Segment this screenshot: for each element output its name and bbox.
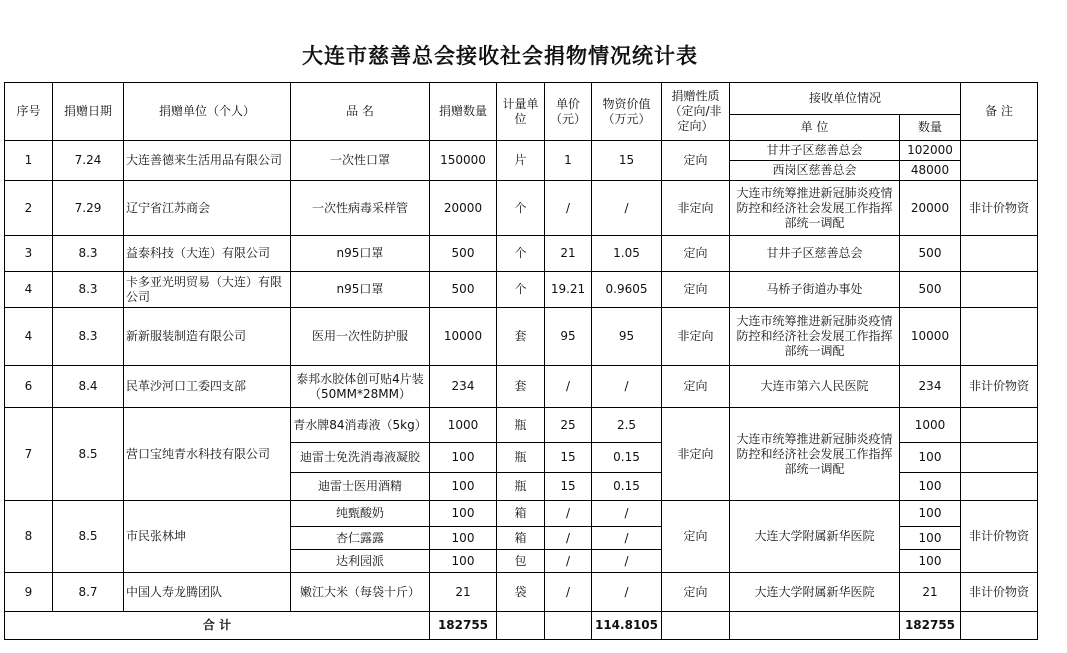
seq-cell: 4 (5, 308, 53, 366)
unit-cell: 袋 (497, 573, 545, 612)
item-cell: 嫩江大米（每袋十斤） (291, 573, 430, 612)
date-cell: 8.4 (53, 366, 124, 408)
donation-table (4, 82, 1038, 640)
donor-cell: 辽宁省江苏商会 (124, 181, 291, 236)
date-cell: 8.7 (53, 573, 124, 612)
total-row (5, 612, 1038, 640)
unit-cell: 个 (497, 272, 545, 308)
qty-cell: 21 (430, 573, 497, 612)
nature-cell: 非定向 (662, 308, 730, 366)
recv-qty-cell: 500 (900, 236, 961, 272)
table-row (5, 573, 1038, 612)
seq-cell: 4 (5, 272, 53, 308)
unit-cell: 套 (497, 308, 545, 366)
date-cell: 8.3 (53, 308, 124, 366)
recv-qty-cell: 10000 (900, 308, 961, 366)
value-cell: / (592, 527, 662, 550)
header-unit: 计量单位 (497, 83, 545, 141)
recv-qty-cell: 100 (900, 527, 961, 550)
header-recv-unit: 单 位 (730, 115, 900, 141)
recv-qty-cell: 234 (900, 366, 961, 408)
value-cell: / (592, 573, 662, 612)
recv-qty-cell: 1000 (900, 408, 961, 443)
header-note: 备 注 (961, 83, 1038, 141)
recv-unit-cell: 西岗区慈善总会 (730, 161, 900, 181)
total-unit (497, 612, 545, 640)
header-value: 物资价值（万元） (592, 83, 662, 141)
recv-qty-cell: 500 (900, 272, 961, 308)
value-cell: 1.05 (592, 236, 662, 272)
donor-cell: 新新服装制造有限公司 (124, 308, 291, 366)
price-cell: / (545, 573, 592, 612)
header-seq: 序号 (5, 83, 53, 141)
nature-cell: 定向 (662, 501, 730, 573)
donor-cell: 大连善德来生活用品有限公司 (124, 141, 291, 181)
nature-cell: 定向 (662, 573, 730, 612)
price-cell: 25 (545, 408, 592, 443)
recv-unit-cell: 大连市统筹推进新冠肺炎疫情防控和经济社会发展工作指挥部统一调配 (730, 308, 900, 366)
unit-cell: 个 (497, 236, 545, 272)
date-cell: 8.5 (53, 408, 124, 501)
recv-unit-cell: 大连市统筹推进新冠肺炎疫情防控和经济社会发展工作指挥部统一调配 (730, 181, 900, 236)
value-cell: 95 (592, 308, 662, 366)
price-cell: / (545, 366, 592, 408)
recv-unit-cell: 大连大学附属新华医院 (730, 501, 900, 573)
nature-cell: 定向 (662, 366, 730, 408)
date-cell: 8.3 (53, 236, 124, 272)
header-date: 捐赠日期 (53, 83, 124, 141)
note-cell (961, 272, 1038, 308)
unit-cell: 瓶 (497, 443, 545, 473)
item-cell: 泰邦水胶体创可贴4片装（50MM*28MM） (291, 366, 430, 408)
header-nature: 捐赠性质（定向/非定向） (662, 83, 730, 141)
recv-unit-cell: 大连市第六人民医院 (730, 366, 900, 408)
qty-cell: 10000 (430, 308, 497, 366)
header-qty: 捐赠数量 (430, 83, 497, 141)
price-cell: / (545, 550, 592, 573)
unit-cell: 包 (497, 550, 545, 573)
recv-unit-cell: 大连大学附属新华医院 (730, 573, 900, 612)
note-cell: 非计价物资 (961, 181, 1038, 236)
table-row (5, 236, 1038, 272)
header-row (5, 83, 1038, 115)
price-cell: 15 (545, 443, 592, 473)
item-cell: 达利园派 (291, 550, 430, 573)
note-cell (961, 473, 1038, 501)
donor-cell: 中国人寿龙腾团队 (124, 573, 291, 612)
table-row (5, 408, 1038, 443)
total-recv-qty: 182755 (900, 612, 961, 640)
unit-cell: 瓶 (497, 408, 545, 443)
item-cell: 青水牌84消毒液（5kg） (291, 408, 430, 443)
price-cell: 1 (545, 141, 592, 181)
seq-cell: 9 (5, 573, 53, 612)
value-cell: / (592, 550, 662, 573)
nature-cell: 定向 (662, 236, 730, 272)
donor-cell: 卡多亚光明贸易（大连）有限公司 (124, 272, 291, 308)
date-cell: 7.24 (53, 141, 124, 181)
header-price: 单价（元） (545, 83, 592, 141)
unit-cell: 片 (497, 141, 545, 181)
recv-qty-cell: 48000 (900, 161, 961, 181)
note-cell: 非计价物资 (961, 366, 1038, 408)
recv-unit-cell: 马桥子街道办事处 (730, 272, 900, 308)
nature-cell: 定向 (662, 141, 730, 181)
qty-cell: 150000 (430, 141, 497, 181)
value-cell: 0.9605 (592, 272, 662, 308)
header-recv: 接收单位情况 (730, 83, 961, 115)
seq-cell: 8 (5, 501, 53, 573)
table-row (5, 501, 1038, 527)
value-cell: / (592, 181, 662, 236)
unit-cell: 箱 (497, 527, 545, 550)
note-cell (961, 236, 1038, 272)
donor-cell: 益泰科技（大连）有限公司 (124, 236, 291, 272)
nature-cell: 定向 (662, 272, 730, 308)
total-nature (662, 612, 730, 640)
note-cell: 非计价物资 (961, 501, 1038, 573)
recv-unit-cell: 大连市统筹推进新冠肺炎疫情防控和经济社会发展工作指挥部统一调配 (730, 408, 900, 501)
value-cell: 15 (592, 141, 662, 181)
qty-cell: 500 (430, 236, 497, 272)
price-cell: 95 (545, 308, 592, 366)
value-cell: 2.5 (592, 408, 662, 443)
header-recv-qty: 数量 (900, 115, 961, 141)
price-cell: 21 (545, 236, 592, 272)
item-cell: 迪雷士医用酒精 (291, 473, 430, 501)
recv-qty-cell: 100 (900, 550, 961, 573)
date-cell: 8.5 (53, 501, 124, 573)
note-cell (961, 443, 1038, 473)
unit-cell: 套 (497, 366, 545, 408)
unit-cell: 箱 (497, 501, 545, 527)
item-cell: n95口罩 (291, 236, 430, 272)
seq-cell: 7 (5, 408, 53, 501)
item-cell: 纯甄酸奶 (291, 501, 430, 527)
qty-cell: 500 (430, 272, 497, 308)
value-cell: 0.15 (592, 473, 662, 501)
note-cell: 非计价物资 (961, 573, 1038, 612)
price-cell: / (545, 527, 592, 550)
nature-cell: 非定向 (662, 181, 730, 236)
recv-qty-cell: 20000 (900, 181, 961, 236)
header-donor: 捐赠单位（个人） (124, 83, 291, 141)
qty-cell: 100 (430, 550, 497, 573)
note-cell (961, 308, 1038, 366)
qty-cell: 20000 (430, 181, 497, 236)
table-row (5, 181, 1038, 236)
total-recv-unit (730, 612, 900, 640)
total-note (961, 612, 1038, 640)
value-cell: 0.15 (592, 443, 662, 473)
recv-unit-cell: 甘井子区慈善总会 (730, 236, 900, 272)
item-cell: n95口罩 (291, 272, 430, 308)
qty-cell: 100 (430, 473, 497, 501)
item-cell: 迪雷士免洗消毒液凝胶 (291, 443, 430, 473)
item-cell: 医用一次性防护服 (291, 308, 430, 366)
seq-cell: 1 (5, 141, 53, 181)
page-title: 大连市慈善总会接收社会捐物情况统计表 (302, 43, 698, 68)
unit-cell: 个 (497, 181, 545, 236)
donor-cell: 民革沙河口工委四支部 (124, 366, 291, 408)
value-cell: / (592, 366, 662, 408)
qty-cell: 100 (430, 501, 497, 527)
value-cell: / (592, 501, 662, 527)
total-qty: 182755 (430, 612, 497, 640)
donor-cell: 营口宝纯青水科技有限公司 (124, 408, 291, 501)
qty-cell: 1000 (430, 408, 497, 443)
total-price (545, 612, 592, 640)
table-row (5, 141, 1038, 161)
item-cell: 一次性病毒采样管 (291, 181, 430, 236)
qty-cell: 234 (430, 366, 497, 408)
item-cell: 杏仁露露 (291, 527, 430, 550)
total-label: 合 计 (5, 612, 430, 640)
seq-cell: 2 (5, 181, 53, 236)
seq-cell: 3 (5, 236, 53, 272)
table-row (5, 308, 1038, 366)
recv-qty-cell: 21 (900, 573, 961, 612)
recv-qty-cell: 102000 (900, 141, 961, 161)
price-cell: / (545, 501, 592, 527)
price-cell: 19.21 (545, 272, 592, 308)
date-cell: 7.29 (53, 181, 124, 236)
recv-qty-cell: 100 (900, 443, 961, 473)
total-value: 114.8105 (592, 612, 662, 640)
date-cell: 8.3 (53, 272, 124, 308)
recv-qty-cell: 100 (900, 501, 961, 527)
note-cell (961, 408, 1038, 443)
seq-cell: 6 (5, 366, 53, 408)
table-row (5, 366, 1038, 408)
recv-qty-cell: 100 (900, 473, 961, 501)
recv-unit-cell: 甘井子区慈善总会 (730, 141, 900, 161)
donor-cell: 市民张林坤 (124, 501, 291, 573)
table-row (5, 272, 1038, 308)
header-item: 品 名 (291, 83, 430, 141)
price-cell: 15 (545, 473, 592, 501)
price-cell: / (545, 181, 592, 236)
qty-cell: 100 (430, 443, 497, 473)
item-cell: 一次性口罩 (291, 141, 430, 181)
qty-cell: 100 (430, 527, 497, 550)
note-cell (961, 141, 1038, 181)
nature-cell: 非定向 (662, 408, 730, 501)
unit-cell: 瓶 (497, 473, 545, 501)
